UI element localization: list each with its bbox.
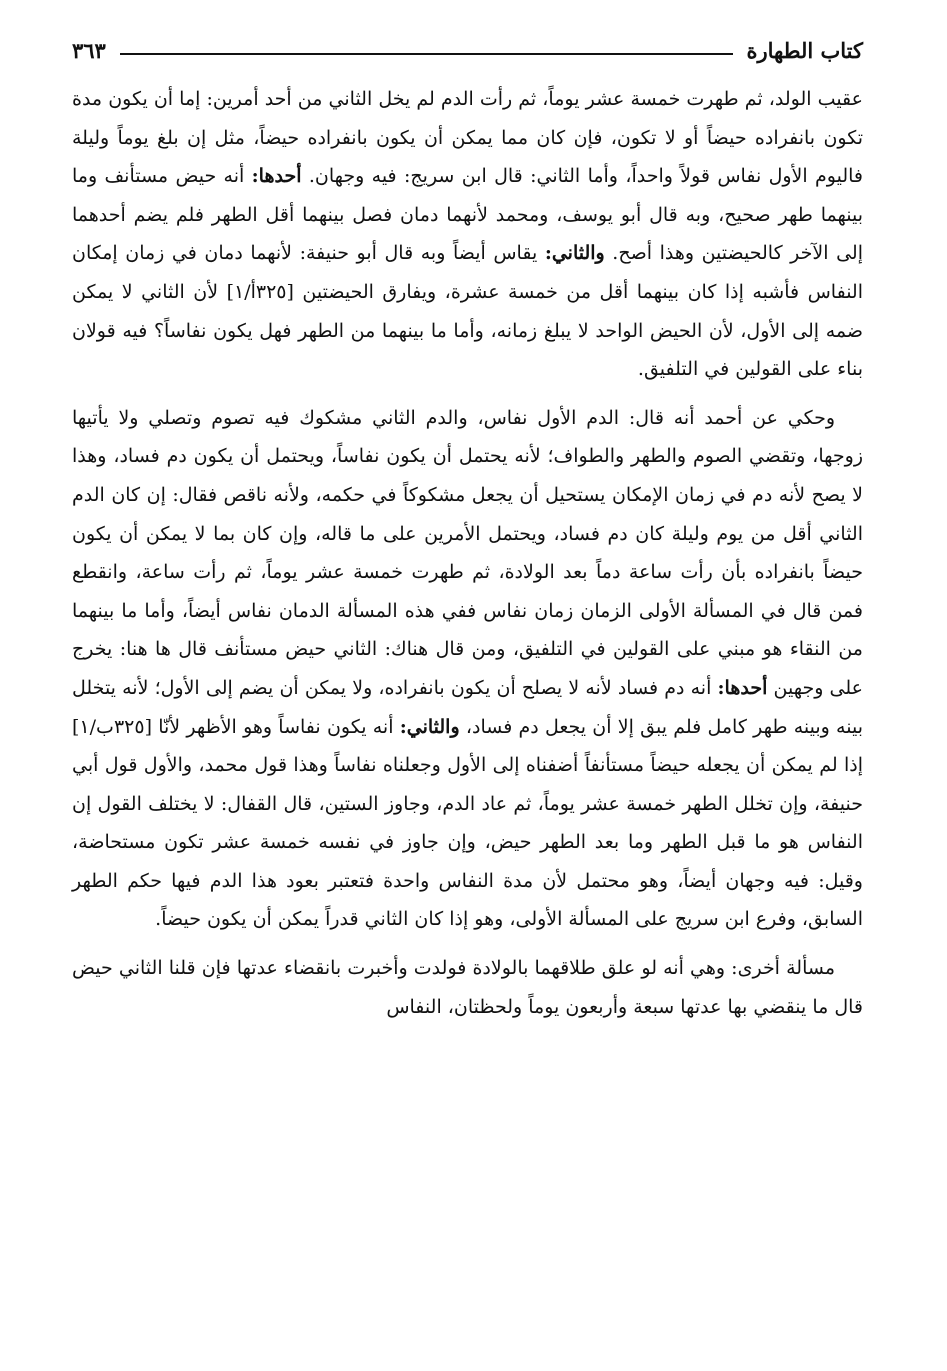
page-body bbox=[72, 80, 863, 1026]
book-page bbox=[72, 30, 863, 1371]
bold-term: والثاني: bbox=[544, 242, 605, 265]
text-segment: أنه يكون نفاساً وهو الأظهر لأنّا [٣٢٥ب/١] إذا لم يمكن أن يجعله حيضاً مستأنفاً أضفناه إلى الأول وجعلناه نفاساً وهذا قول محمد، والأول قول أبي حنيفة، وإن تخلل الطهر خمسة عشر يوماً، ثم عاد الدم، وجاوز الستين، قال القفال: لا يختلف القول إن النفاس هو ما قبل الطهر وما بعد الطهر حيض، وإن جاوز في نفسه خمسة عشر تكون مستحاضة، وقيل: فيه وجهان أيضاً، وهو محتمل لأن مدة النفاس واحدة فتعتبر بعود هذا الدم فيها حكم الطهر السابق، وفرع ابن سريج على المسألة الأولى، وهو إذا كان الثاني قدراً يمكن أن يكون حيضاً. bbox=[72, 715, 863, 931]
text-segment: أنه حيض مستأنف وما بينهما طهر صحيح، وبه قال أبو يوسف، ومحمد لأنهما دمان فصل بينهما أقل الطهر فلم يضم أحدهما إلى الآخر كالحيضتين وهذا أصح. bbox=[72, 165, 863, 265]
running-title: كتاب الطهارة bbox=[746, 37, 863, 63]
page-number: ٣٦٣ bbox=[72, 37, 106, 63]
text-segment: عقيب الولد، ثم طهرت خمسة عشر يوماً، ثم رأت الدم لم يخل الثاني من أحد أمرين: إما أن يكون مدة تكون بانفراده حيضاً أو لا تكون، فإن كان مما يمكن أن يكون بانفراده حيضاً، مثل إن بلغ يوماً وليلة فاليوم الأول نفاس قولاً واحداً، وأما الثاني: قال ابن سريج: فيه وجهان. bbox=[72, 88, 863, 188]
text-segment: يقاس أيضاً وبه قال أبو حنيفة: لأنهما دمان في زمان إمكان النفاس فأشبه إذا كان بينهما أقل من خمسة عشرة، ويفارق الحيضتين [٣٢٥أ/١] لأن الثاني لا يمكن ضمه إلى الأول، لأن الحيض الواحد لا يبلغ زمانه، وأما ما بينهما من الطهر فهل يكون نفاساً؟ فيه قولان بناء على القولين في التلفيق. bbox=[72, 242, 863, 381]
paragraph-1 bbox=[72, 80, 863, 389]
text-segment: مسألة أخرى: وهي أنه لو علق طلاقهما بالولادة فولدت وأخبرت بانقضاء عدتها فإن قلنا الثاني حيض قال ما ينقضي بها عدتها سبعة وأربعون يوماً ولحظتان، النفاس bbox=[72, 957, 863, 1018]
paragraph-3 bbox=[72, 949, 863, 1026]
bold-term: أحدها: bbox=[717, 676, 768, 699]
text-segment: أنه دم فساد لأنه لا يصلح أن يكون بانفراده، ولا يمكن أن يضم إلى الأول؛ لأنه يتخلل بينه وبينه طهر كامل فلم يبق إلا أن يجعل دم فساد، bbox=[72, 676, 863, 738]
bold-term: أحدها: bbox=[251, 165, 302, 188]
page-header bbox=[72, 30, 863, 70]
text-segment: وحكي عن أحمد أنه قال: الدم الأول نفاس، والدم الثاني مشكوك فيه تصوم وتصلي ولا يأتيها زوجها، وتقضي الصوم والطهر والطواف؛ لأنه يحتمل أن يكون نفاساً، ويحتمل أن يكون دم فساد، وهذا لا يصح لأنه دم في زمان الإمكان يستحيل أن يجعل مشكوكاً في حكمه، ولأنه ناقص فقال: إن كان الدم الثاني أقل من يوم وليلة كان دم فساد، ويحتمل الأمرين على ما قاله، وإن كان بما لا يمكن أن يكون حيضاً بانفراده بأن رأت ساعة دماً بعد الولادة، ثم طهرت خمسة عشر يوماً، ثم رأت ساعة، وانقطع فمن قال في المسألة الأولى الزمان زمان نفاس ففي هذه المسألة الدمان نفاس أيضاً، وأما ما بينهما من النقاء هو مبني على القولين في التلفيق، ومن قال هناك: الثاني حيض مستأنف قال ها هنا: يخرج على وجهين bbox=[72, 406, 863, 699]
bold-term: والثاني: bbox=[399, 715, 460, 738]
header-rule bbox=[120, 53, 733, 55]
paragraph-2 bbox=[72, 399, 863, 939]
